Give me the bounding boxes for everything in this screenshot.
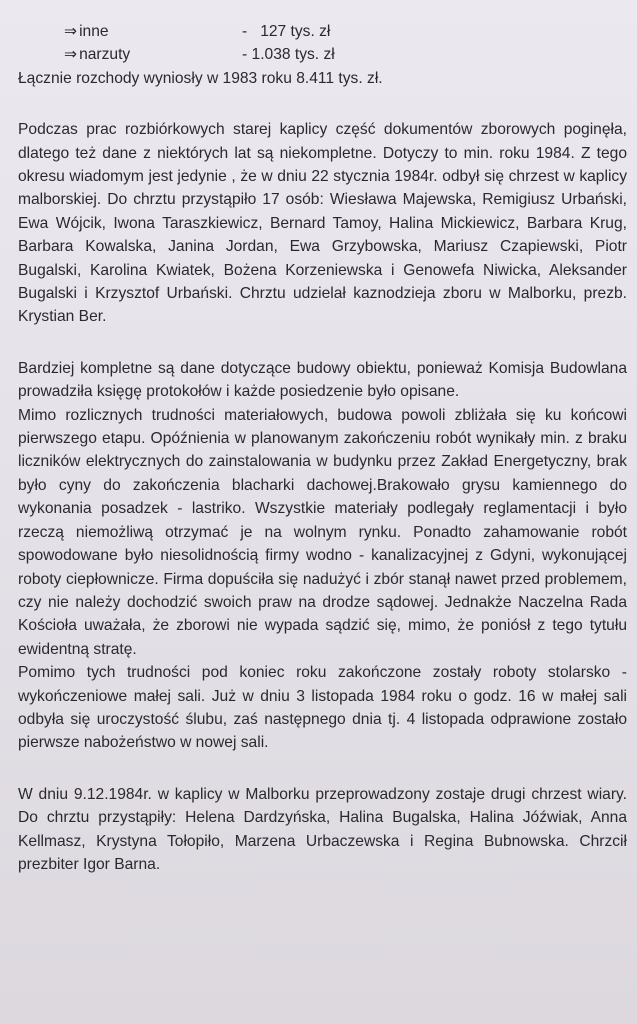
cost-row-other xyxy=(64,20,627,43)
paragraph-construction-records: Bardziej kompletne są dane dotyczące budowy obiektu, ponieważ Komisja Budowlana prowadziła księgę protokołów i każde posiedzenie było opisane. xyxy=(18,359,627,401)
paragraph-construction-difficulties: Mimo rozlicznych trudności materiałowych, budowa powoli zbliżała się ku końcowi pierwszego etapu. Opóźnienia w planowanym zakończeniu robót wynikały min. z braku liczników elektrycznych do zainstalowania w budynku przez Zakład Energetyczny, brak było cyny do zakończenia blacharki dachowej.Brakowało grysu kamiennego do wykonania posadzek - lastriko. Wszystkie materiały podlegały reglamentacji i było rzeczą niemożliwą otrzymać je na wolnym rynku. Ponadto zahamowanie robót spowodowane było niesolidnością firmy wodno - kanalizacyjnej z Gdyni, wykonującej roboty ciepłownicze. Firma dopuściła się nadużyć i zbór stanął nawet przed problemem, czy nie należy dochodzić swoich praw na drodze sądowej. Jednakże Naczelna Rada Kościoła uważała, że zborowi nie wypada sądzić się, mimo, że poniósł z tego tytułu ewidentną stratę. xyxy=(18,406,627,658)
arrow-icon: ⇒ xyxy=(64,46,78,64)
cost-label: ⇒ narzuty xyxy=(64,46,131,64)
paragraph-second-baptism: W dniu 9.12.1984r. w kaplicy w Malborku przeprowadzony zostaje drugi chrzest wiary. Do chrztu przystąpiły: Helena Dardzyńska, Halina Bugalska, Halina Jóźwiak, Anna Kellmasz, Krystyna Tołopiło, Marzena Urbaczewska i Regina Bubnowska. Chrzcił prezbiter Igor Barna. xyxy=(18,785,627,873)
arrow-icon: ⇒ xyxy=(64,23,78,40)
cost-value: - 127 tys. zł xyxy=(242,23,331,40)
total-expenses: Łącznie rozchody wyniosły w 1983 roku 8.411 tys. zł. xyxy=(18,69,383,87)
paragraph-small-hall-completed: Pomimo tych trudności pod koniec roku zakończone zostały roboty stolarsko - wykończeniowe małej sali. Już w dniu 3 listopada 1984 roku o godz. 16 w małej sali odbyła się uroczystość ślubu, zaś następnego dnia tj. 4 listopada odprawione zostało pierwsze nabożeństwo w nowej sali. xyxy=(18,664,627,752)
cost-label: ⇒ inne xyxy=(64,23,109,40)
cost-value: - 1.038 tys. zł xyxy=(242,46,335,64)
cost-row-overhead xyxy=(64,43,627,66)
paragraph-baptism-1984: Podczas prac rozbiórkowych starej kaplicy część dokumentów zborowych poginęła, dlatego też dane z niektórych lat są niekompletne. Dotyczy to min. roku 1984. Z tego okresu wiadomym jest jedynie , że w dniu 22 stycznia 1984r. odbył się chrzest w kaplicy malborskiej. Do chrztu przystąpiło 17 osób: Wiesława Majewska, Remigiusz Urbański, Ewa Wójcik, Iwona Taraszkiewicz, Bernard Tamoy, Halina Mickiewicz, Barbara Krug, Barbara Kowalska, Janina Jordan, Ewa Grzybowska, Mariusz Czapiewski, Piotr Bugalski, Karolina Kwiatek, Bożena Korzeniewska i Genowefa Niwicka, Aleksander Bugalski i Krzysztof Urbański. Chrztu udzielał kaznodzieja zboru w Malborku, prezb. Krystian Ber. xyxy=(18,121,627,326)
